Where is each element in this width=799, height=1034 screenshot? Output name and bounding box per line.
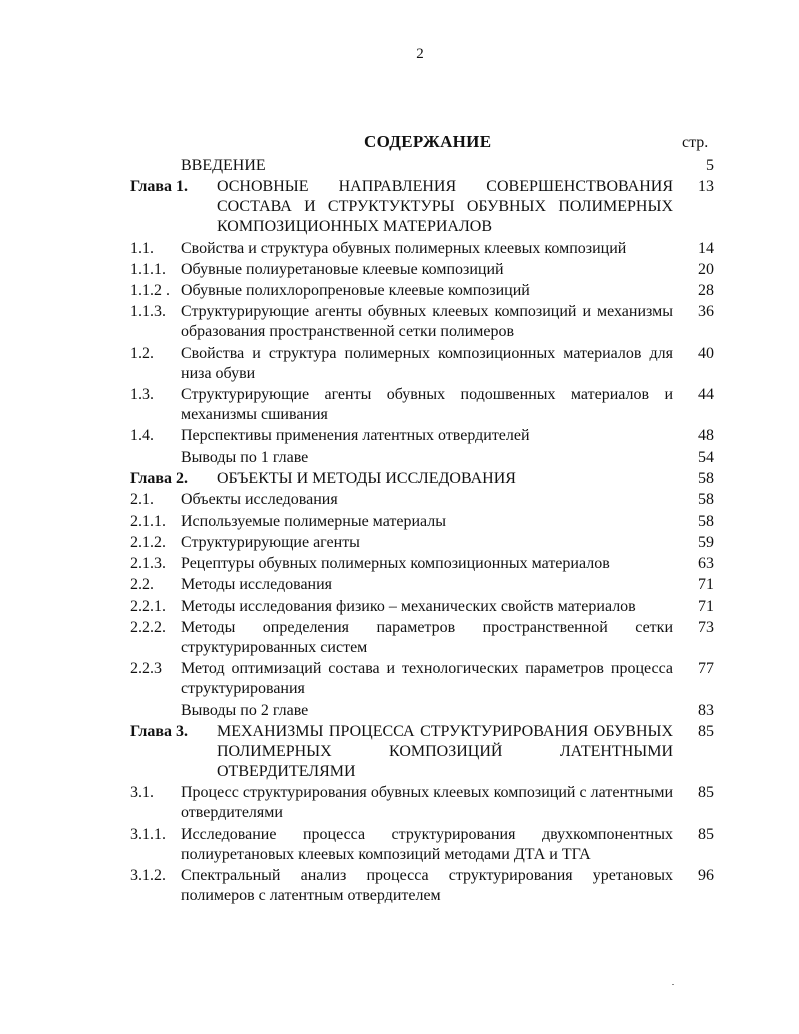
toc-entry-page: 83 bbox=[698, 701, 714, 719]
toc-entry-number: Глава 3. bbox=[130, 722, 188, 740]
toc-entry bbox=[130, 659, 714, 699]
toc-entry-page: 73 bbox=[698, 619, 714, 637]
toc-entry-title: Обувные полихлоропреновые клеевые композиций bbox=[181, 282, 530, 300]
toc-entry-number: 1.1.1. bbox=[130, 260, 166, 278]
toc-entry bbox=[130, 783, 714, 823]
toc-entry-title: Структурирующие агенты обувных клеевых композиций и механизмы образования пространственной сетки полимеров bbox=[181, 303, 673, 341]
toc-entry-page: 28 bbox=[698, 282, 714, 300]
toc-entry bbox=[130, 177, 714, 237]
toc-entry-title: Перспективы применения латентных отвердителей bbox=[181, 427, 530, 445]
toc-entry-number: 2.2.3 bbox=[130, 660, 162, 678]
toc-entry-page: 54 bbox=[698, 448, 714, 466]
toc-entry-number: 2.2.2. bbox=[130, 619, 166, 637]
toc-entry-title: Спектральный анализ процесса структурирования уретановых полимеров с латентным отвердителем bbox=[181, 866, 673, 904]
toc-entry bbox=[130, 554, 714, 574]
toc-entry-number: 2.2.1. bbox=[130, 597, 166, 615]
toc-entry bbox=[130, 302, 714, 342]
toc-entry-number: Глава 1. bbox=[130, 178, 188, 196]
toc-entry-number: 2.1. bbox=[130, 491, 154, 509]
toc-entry-page: 63 bbox=[698, 555, 714, 573]
toc-entry-title: ВВЕДЕНИЕ bbox=[181, 157, 266, 174]
toc-entry-page: 48 bbox=[698, 427, 714, 445]
toc-entry bbox=[130, 469, 714, 489]
toc-entry bbox=[130, 866, 714, 906]
toc-entry-page: 44 bbox=[698, 386, 714, 404]
toc-entry-title: Методы исследования физико – механических свойств материалов bbox=[181, 597, 636, 615]
toc-entry-number: Глава 2. bbox=[130, 469, 188, 487]
toc-entry-number: 1.1. bbox=[130, 239, 154, 257]
toc-entry-title: ОСНОВНЫЕ НАПРАВЛЕНИЯ СОВЕРШЕНСТВОВАНИЯ СОСТАВА И СТРУКТУКТУРЫ ОБУВНЫХ ПОЛИМЕРНЫХ КОМПОЗИЦИОННЫХ МАТЕРИАЛОВ bbox=[217, 178, 673, 236]
toc-entry-title: Выводы по 2 главе bbox=[181, 701, 309, 719]
toc-entry-title: ОБЪЕКТЫ И МЕТОДЫ ИССЛЕДОВАНИЯ bbox=[217, 469, 516, 487]
toc-entry bbox=[130, 825, 714, 865]
toc-entry-title: Структурирующие агенты bbox=[181, 533, 360, 551]
toc-entry-title: Методы определения параметров пространственной сетки структурированных систем bbox=[181, 619, 673, 657]
toc-entry-number: 2.1.1. bbox=[130, 512, 166, 530]
toc-entry-title: Выводы по 1 главе bbox=[181, 448, 309, 466]
toc-entry-title: Свойства и структура полимерных композиционных материалов для низа обуви bbox=[181, 344, 673, 382]
toc-entry-page: 85 bbox=[698, 722, 714, 740]
table-of-contents bbox=[130, 156, 714, 907]
toc-entry-title: Структурирующие агенты обувных подошвенных материалов и механизмы сшивания bbox=[181, 386, 673, 424]
toc-entry-page: 77 bbox=[698, 660, 714, 678]
toc-entry-number: 3.1.1. bbox=[130, 825, 166, 843]
toc-entry-title: Метод оптимизаций состава и технологических параметров процесса структурирования bbox=[181, 660, 673, 698]
toc-entry-number: 1.1.3. bbox=[130, 303, 166, 321]
toc-entry-page: 14 bbox=[698, 239, 714, 257]
toc-entry-number: 3.1. bbox=[130, 784, 154, 802]
toc-entry bbox=[130, 701, 714, 721]
toc-entry-number: 1.3. bbox=[130, 386, 154, 404]
toc-entry-title: Используемые полимерные материалы bbox=[181, 512, 447, 530]
toc-entry-title: Исследование процесса структурирования двухкомпонентных полиуретановых клеевых композиций методами ДТА и ТГА bbox=[181, 825, 673, 863]
toc-entry-page: 71 bbox=[698, 576, 714, 594]
toc-entry-page: 85 bbox=[698, 825, 714, 843]
toc-entry-number: 2.1.2. bbox=[130, 533, 166, 551]
toc-entry-page: 96 bbox=[698, 866, 714, 884]
toc-entry bbox=[130, 156, 714, 176]
toc-entry-title: Обувные полиуретановые клеевые композиций bbox=[181, 260, 504, 278]
toc-entry-title: Свойства и структура обувных полимерных клеевых композиций bbox=[181, 239, 627, 257]
toc-entry-page: 71 bbox=[698, 597, 714, 615]
toc-entry bbox=[130, 490, 714, 510]
toc-entry-page: 59 bbox=[698, 533, 714, 551]
toc-entry-title: Рецептуры обувных полимерных композиционных материалов bbox=[181, 555, 610, 573]
page-number: 2 bbox=[416, 46, 424, 62]
toc-entry-page: 40 bbox=[698, 344, 714, 362]
toc-entry-number: 1.4. bbox=[130, 427, 154, 445]
toc-entry bbox=[130, 239, 714, 259]
toc-entry-page: 5 bbox=[706, 157, 714, 174]
toc-entry bbox=[130, 260, 714, 280]
toc-entry bbox=[130, 385, 714, 425]
toc-entry bbox=[130, 344, 714, 384]
toc-entry-page: 36 bbox=[698, 303, 714, 321]
toc-entry-title: Методы исследования bbox=[181, 576, 333, 594]
toc-entry-page: 58 bbox=[698, 512, 714, 530]
scan-speck bbox=[672, 984, 674, 985]
toc-entry-title: Объекты исследования bbox=[181, 491, 338, 509]
toc-entry-page: 13 bbox=[698, 178, 714, 196]
toc-entry bbox=[130, 448, 714, 468]
toc-entry bbox=[130, 533, 714, 553]
toc-entry-page: 58 bbox=[698, 469, 714, 487]
toc-entry-number: 1.2. bbox=[130, 344, 154, 362]
page-title: СОДЕРЖАНИЕ bbox=[364, 132, 492, 151]
toc-entry-number: 2.2. bbox=[130, 576, 154, 594]
toc-entry-page: 20 bbox=[698, 260, 714, 278]
toc-entry bbox=[130, 281, 714, 301]
toc-entry-title: Процесс структурирования обувных клеевых композиций с латентными отвердителями bbox=[181, 784, 673, 822]
toc-entry bbox=[130, 426, 714, 446]
toc-entry-number: 3.1.2. bbox=[130, 866, 166, 884]
toc-entry-title: МЕХАНИЗМЫ ПРОЦЕССА СТРУКТУРИРОВАНИЯ ОБУВНЫХ ПОЛИМЕРНЫХ КОМПОЗИЦИЙ ЛАТЕНТНЫМИ ОТВЕРДИТЕЛЯМИ bbox=[217, 722, 673, 780]
toc-entry bbox=[130, 597, 714, 617]
page-column-label: стр. bbox=[682, 134, 709, 151]
toc-entry bbox=[130, 722, 714, 782]
toc-entry-page: 85 bbox=[698, 784, 714, 802]
toc-entry bbox=[130, 512, 714, 532]
toc-entry-number: 1.1.2 . bbox=[130, 282, 170, 300]
toc-entry-number: 2.1.3. bbox=[130, 555, 166, 573]
toc-entry bbox=[130, 575, 714, 595]
toc-entry bbox=[130, 618, 714, 658]
toc-entry-page: 58 bbox=[698, 491, 714, 509]
